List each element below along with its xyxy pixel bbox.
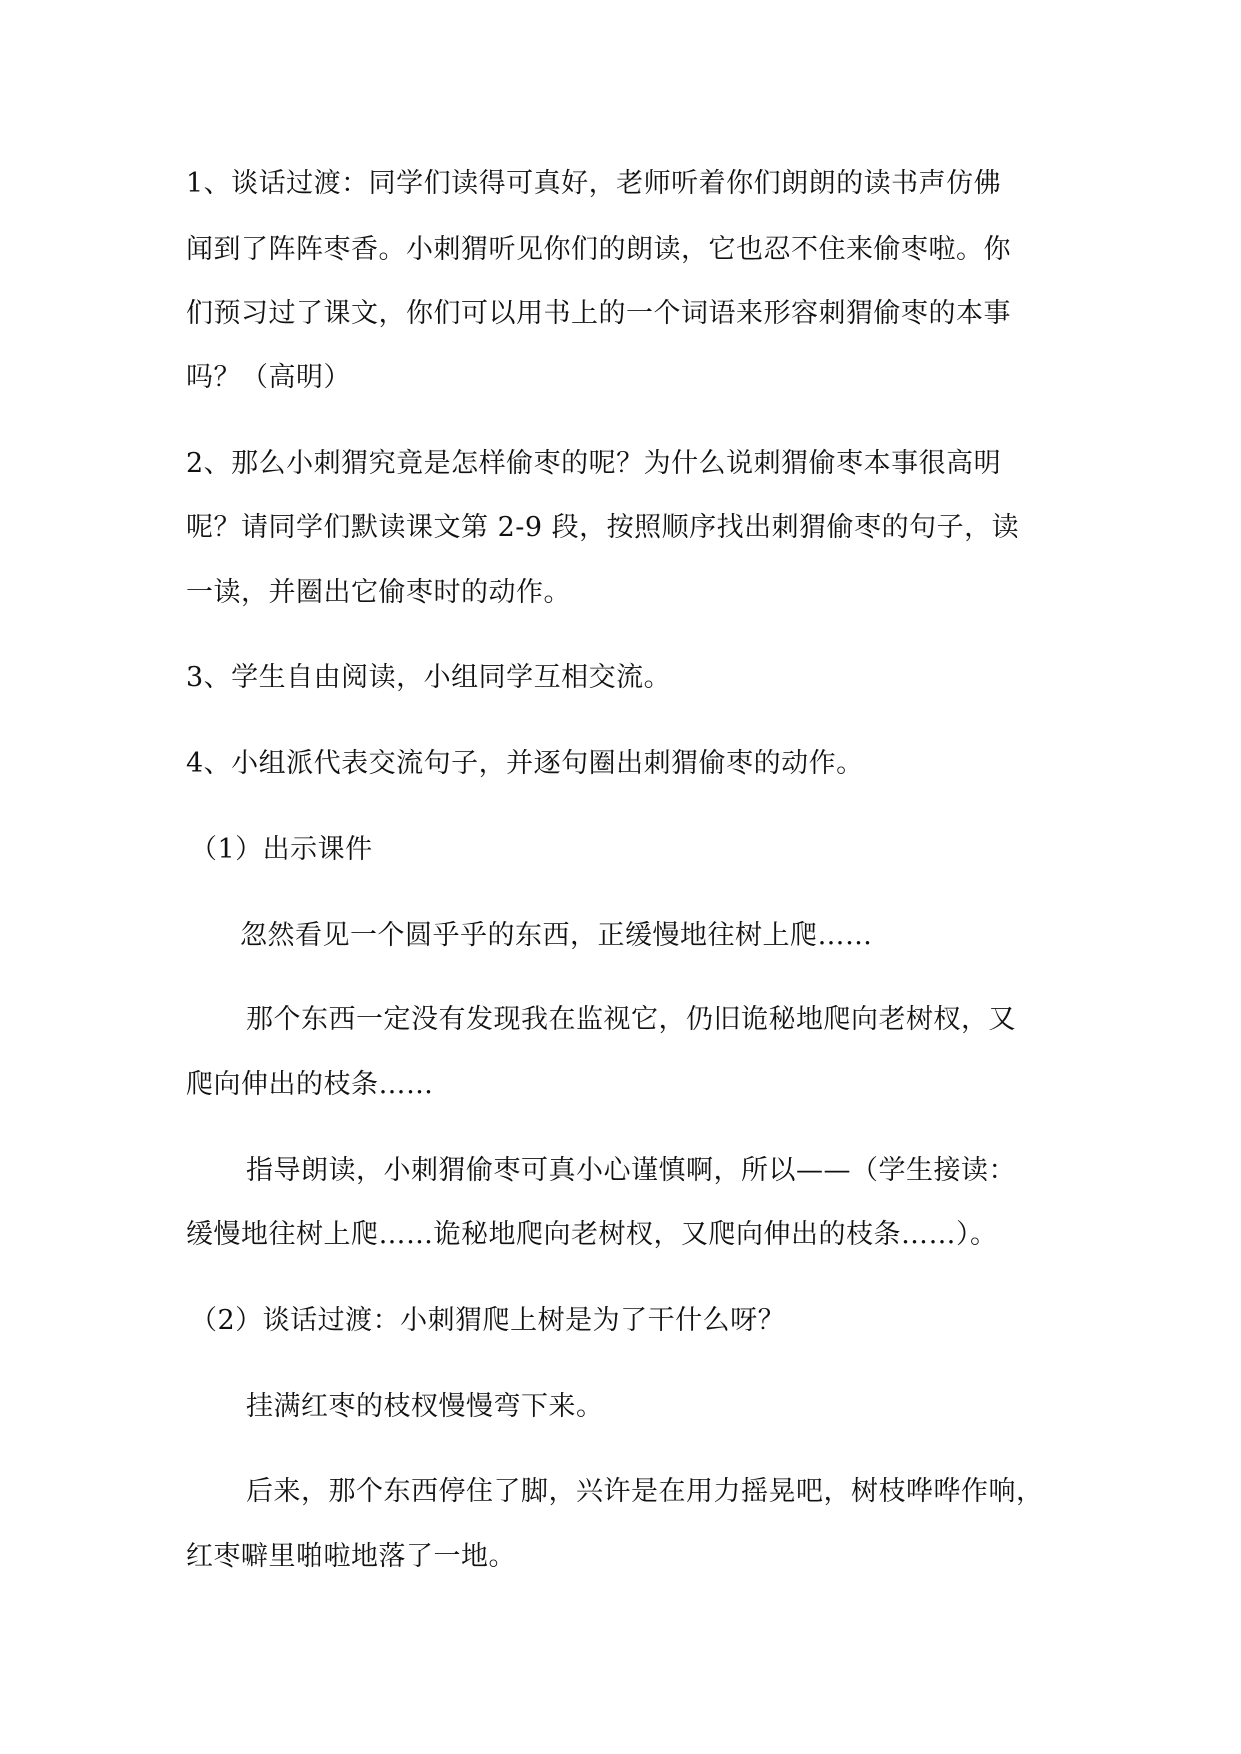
paragraph-3: 3、学生自由阅读，小组同学互相交流。 [186,662,672,693]
text-line: 红枣噼里啪啦地落了一地。 [186,1541,516,1572]
text-line: 一读，并圈出它偷枣时的动作。 [186,577,571,608]
paragraph-6: 忽然看见一个圆乎乎的东西，正缓慢地往树上爬…… [240,920,873,951]
paragraph-10: 挂满红枣的枝杈慢慢弯下来。 [246,1391,604,1422]
text-line: 2、那么小刺猬究竟是怎样偷枣的呢？为什么说刺猬偷枣本事很高明 [186,448,1002,479]
paragraph-5: （1）出示课件 [190,834,373,865]
paragraph-4: 4、小组派代表交流句子，并逐句圈出刺猬偷枣的动作。 [186,748,864,779]
text-line: 缓慢地往树上爬……诡秘地爬向老树杈，又爬向伸出的枝条……）。 [186,1219,998,1250]
text-line: 们预习过了课文，你们可以用书上的一个词语来形容刺猬偷枣的本事 [186,298,1011,329]
text-line: 那个东西一定没有发现我在监视它，仍旧诡秘地爬向老树杈，又 [246,1004,1016,1035]
text-line: 闻到了阵阵枣香。小刺猬听见你们的朗读，它也忍不住来偷枣啦。你 [186,234,1011,265]
text-line: 呢？请同学们默读课文第 2-9 段，按照顺序找出刺猬偷枣的句子，读 [186,512,1020,543]
text-line: 爬向伸出的枝条…… [186,1069,434,1100]
paragraph-9: （2）谈话过渡：小刺猬爬上树是为了干什么呀？ [190,1305,786,1336]
text-line: 吗？（高明） [186,362,351,393]
text-line: 后来，那个东西停住了脚，兴许是在用力摇晃吧，树枝哗哗作响， [246,1476,1044,1507]
text-line: 指导朗读，小刺猬偷枣可真小心谨慎啊，所以——（学生接读： [246,1155,1016,1186]
text-line: 1、谈话过渡：同学们读得可真好，老师听着你们朗朗的读书声仿佛 [186,168,1002,199]
